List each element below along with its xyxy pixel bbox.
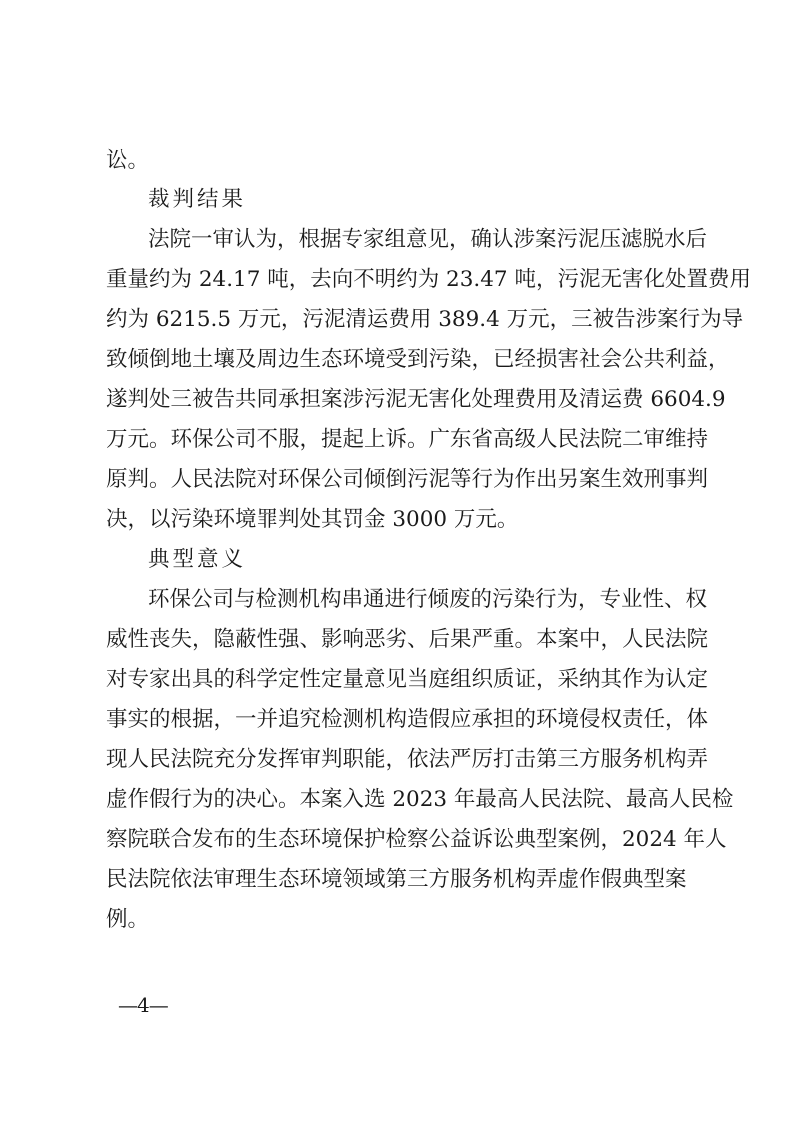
paragraph-significance-line-4: 事实的根据，一并追究检测机构造假应承担的环境侵权责任，体 xyxy=(106,707,709,732)
page-number: —4— xyxy=(118,993,168,1017)
section-heading-significance: 典型意义 xyxy=(148,547,247,572)
paragraph-significance-line-7: 察院联合发布的生态环境保护检察公益诉讼典型案例，2024 年人 xyxy=(106,827,727,852)
paragraph-judgment-line-7: 原判。人民法院对环保公司倾倒污泥等行为作出另案生效刑事判 xyxy=(106,467,709,492)
paragraph-significance-line-1: 环保公司与检测机构串通进行倾废的污染行为，专业性、权 xyxy=(148,587,708,612)
paragraph-significance-line-5: 现人民法院充分发挥审判职能，依法严厉打击第三方服务机构弄 xyxy=(106,747,709,772)
paragraph-judgment-line-8: 决，以污染环境罪判处其罚金 3000 万元。 xyxy=(106,507,519,532)
paragraph-significance-line-9: 例。 xyxy=(106,907,150,932)
paragraph-significance-line-8: 民法院依法审理生态环境领域第三方服务机构弄虚作假典型案 xyxy=(106,867,687,892)
paragraph-significance-line-3: 对专家出具的科学定性定量意见当庭组织质证，采纳其作为认定 xyxy=(106,667,709,692)
section-heading-judgment-result: 裁判结果 xyxy=(148,187,247,212)
text-line-continuation: 讼。 xyxy=(106,148,150,173)
paragraph-judgment-line-2: 重量约为 24.17 吨，去向不明约为 23.47 吨，污泥无害化处置费用 xyxy=(106,267,751,292)
paragraph-judgment-line-1: 法院一审认为，根据专家组意见，确认涉案污泥压滤脱水后 xyxy=(148,227,708,252)
paragraph-significance-line-2: 威性丧失，隐蔽性强、影响恶劣、后果严重。本案中，人民法院 xyxy=(106,627,709,652)
paragraph-judgment-line-6: 万元。环保公司不服，提起上诉。广东省高级人民法院二审维持 xyxy=(106,427,709,452)
paragraph-judgment-line-5: 遂判处三被告共同承担案涉污泥无害化处理费用及清运费 6604.9 xyxy=(106,387,726,412)
paragraph-judgment-line-3: 约为 6215.5 万元，污泥清运费用 389.4 万元，三被告涉案行为导 xyxy=(106,307,744,332)
paragraph-significance-line-6: 虚作假行为的决心。本案入选 2023 年最高人民法院、最高人民检 xyxy=(106,787,734,812)
paragraph-judgment-line-4: 致倾倒地土壤及周边生态环境受到污染，已经损害社会公共利益， xyxy=(106,347,730,372)
